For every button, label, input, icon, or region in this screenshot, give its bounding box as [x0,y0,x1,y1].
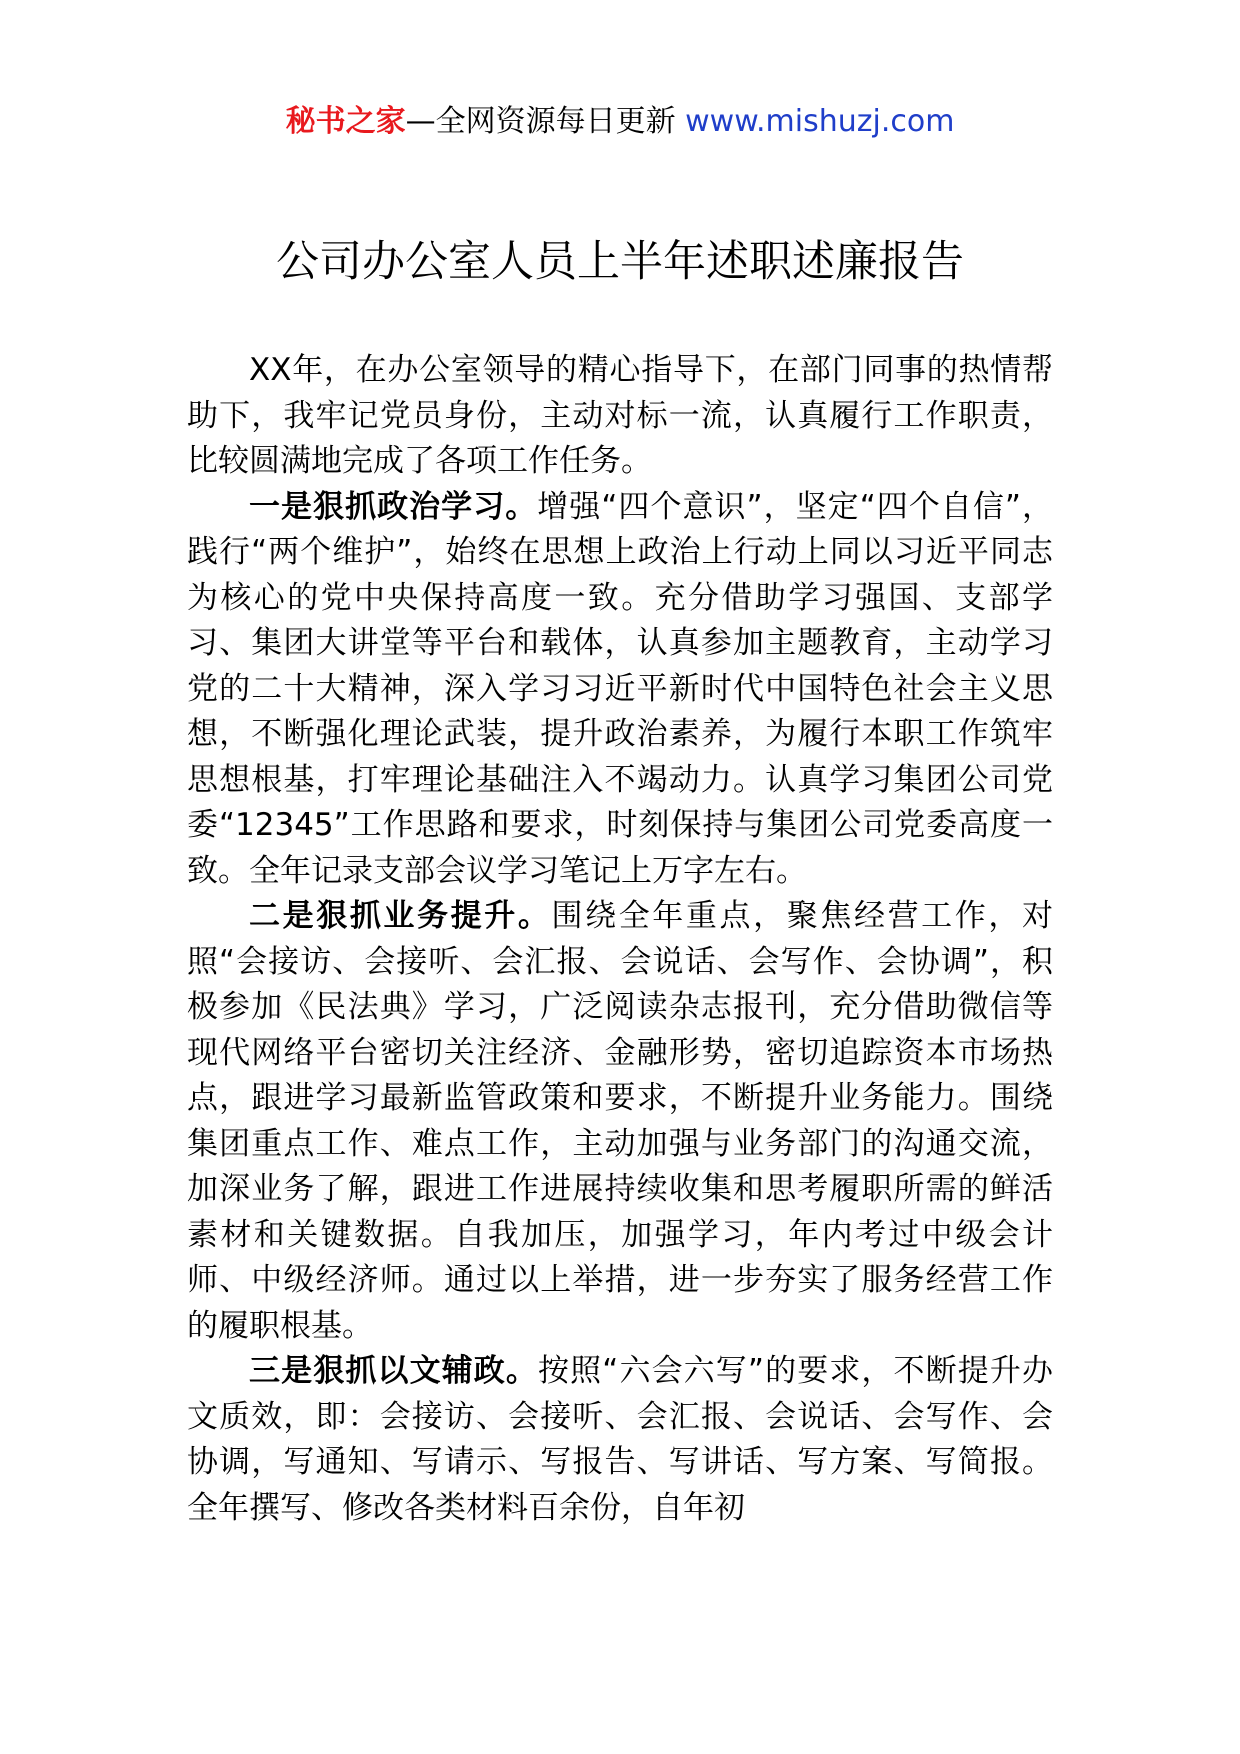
document-title: 公司办公室人员上半年述职述廉报告 [276,237,964,287]
paragraph-business-improvement [187,894,1053,1349]
paragraph-text: 按照“六会六写”的要求，不断提升办文质效，即：会接访、会接听、会汇报、会说话、会写作、会协调，写通知、写请示、写报告、写讲话、写方案、写简报。全年撰写、修改各类材料百余份，自年初 [187,1353,1054,1526]
site-header [0,100,1240,144]
brand-name: 秘书之家 [285,104,406,139]
paragraph-writing-support [187,1349,1053,1531]
paragraph-lead: 三是狠抓以文辅政。 [249,1353,539,1389]
paragraph-lead: 一是狠抓政治学习。 [249,488,538,525]
paragraph-lead: 二是狠抓业务提升。 [249,898,552,934]
paragraph-text: 增强“四个意识”，坚定“四个自信”，践行“两个维护”，始终在思想上政治上行动上同以习近平同志为核心的党中央保持高度一致。充分借助学习强国、支部学习、集团大讲堂等平台和载体，认真参加主题教育，主动学习党的二十大精神，深入学习习近平新时代中国特色社会主义思想，不断强化理论武装，提升政治素养，为履行本职工作筑牢思想根基，打牢理论基础注入不竭动力。认真学习集团公司党委“12345”工作思路和要求，时刻保持与集团公司党委高度一致。全年记录支部会议学习笔记上万字左右。 [187,488,1053,889]
paragraph-intro [187,348,1053,485]
paragraph-text: 围绕全年重点，聚焦经营工作，对照“会接访、会接听、会汇报、会说话、会写作、会协调”，积极参加《民法典》学习，广泛阅读杂志报刊，充分借助微信等现代网络平台密切关注经济、金融形势，密切追踪资本市场热点，跟进学习最新监管政策和要求，不断提升业务能力。围绕集团重点工作、难点工作，主动加强与业务部门的沟通交流，加深业务了解，跟进工作进展持续收集和思考履职所需的鲜活素材和关键数据。自我加压，加强学习，年内考过中级会计师、中级经济师。通过以上举措，进一步夯实了服务经营工作的履职根基。 [187,898,1054,1344]
document-body [187,348,1053,1531]
paragraph-political-study [187,485,1053,895]
site-url-link[interactable]: www.mishuzj.com [685,104,955,139]
header-tagline: —全网资源每日更新 [405,104,686,139]
paragraph-text: XX年，在办公室领导的精心指导下，在部门同事的热情帮助下，我牢记党员身份，主动对标一流，认真履行工作职责，比较圆满地完成了各项工作任务。 [187,352,1053,479]
